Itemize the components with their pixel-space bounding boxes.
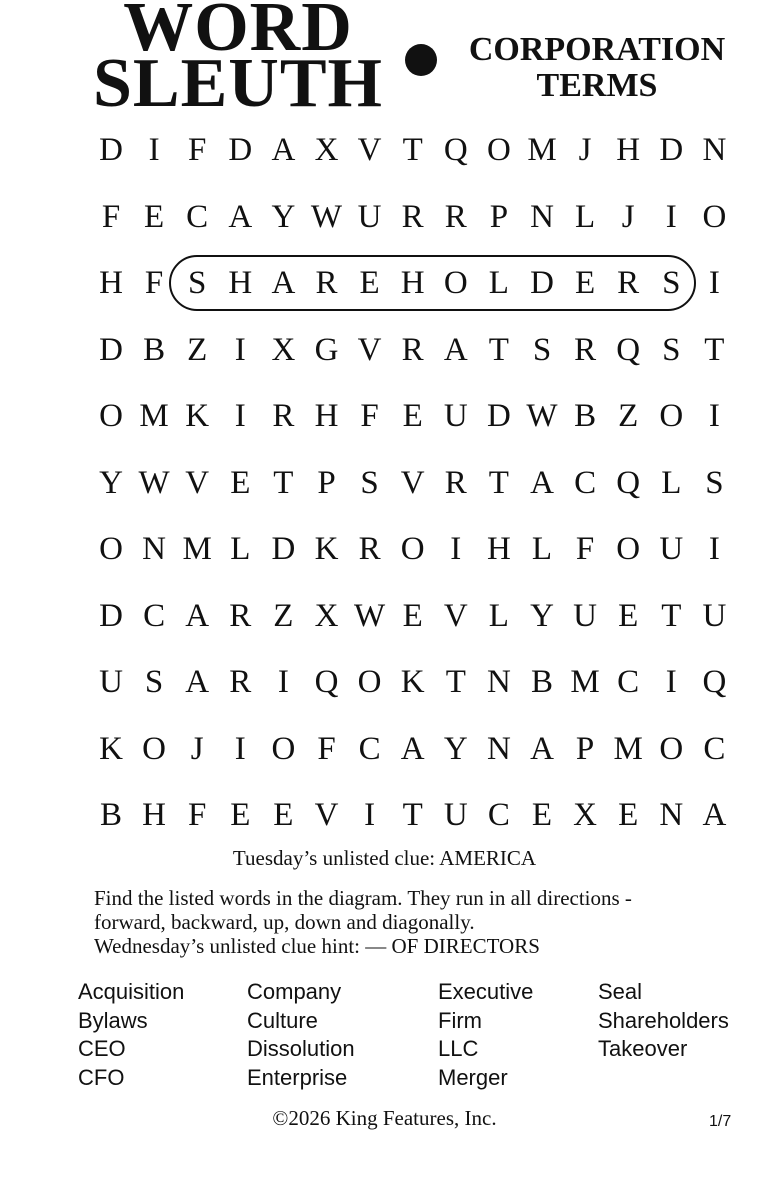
word-item: CFO — [78, 1064, 125, 1090]
grid-row — [89, 394, 729, 438]
grid-letter[interactable]: U — [573, 597, 598, 634]
grid-letter[interactable]: W — [138, 464, 170, 501]
grid-letter[interactable]: T — [704, 331, 725, 368]
grid-letter[interactable]: O — [99, 398, 123, 434]
grid-letter[interactable]: D — [486, 398, 511, 434]
grid-letter[interactable]: I — [234, 730, 246, 767]
grid-letter[interactable]: L — [531, 531, 553, 567]
grid-letter[interactable]: C — [143, 597, 166, 634]
word-item: Seal — [598, 979, 643, 1004]
grid-letter[interactable]: C — [574, 464, 597, 501]
grid-letter[interactable]: N — [530, 198, 554, 235]
word-item: Shareholders — [598, 1007, 729, 1033]
grid-letter[interactable]: K — [314, 531, 339, 567]
grid-letter[interactable]: V — [185, 464, 210, 501]
grid-letter[interactable]: E — [144, 198, 165, 235]
grid-letter[interactable]: Q — [702, 664, 727, 700]
grid-letter[interactable]: H — [314, 398, 339, 434]
grid-letter[interactable]: O — [486, 132, 511, 168]
grid-letter[interactable]: K — [185, 398, 210, 434]
grid-letter[interactable]: S — [662, 265, 681, 301]
grid-letter[interactable]: Z — [187, 331, 208, 368]
grid-letter[interactable]: E — [230, 797, 251, 833]
grid-letter[interactable]: A — [530, 730, 554, 767]
grid-row — [89, 660, 729, 704]
grid-letter[interactable]: C — [487, 797, 510, 833]
word-item: Firm — [438, 1007, 482, 1033]
grid-letter[interactable]: C — [703, 730, 726, 767]
grid-letter[interactable]: F — [144, 265, 164, 301]
grid-letter[interactable]: A — [271, 132, 296, 168]
grid-letter[interactable]: L — [488, 597, 509, 634]
grid-letter[interactable]: J — [621, 198, 635, 235]
grid-letter[interactable]: I — [450, 531, 462, 567]
grid-letter[interactable]: H — [486, 531, 511, 567]
grid-letter[interactable]: D — [228, 132, 253, 168]
word-item: Culture — [247, 1007, 318, 1033]
instructions-line-2: forward, backward, up, down and diagonally. — [94, 910, 475, 934]
grid-letter[interactable]: R — [229, 597, 252, 634]
grid-letter[interactable]: T — [445, 664, 466, 700]
grid-letter[interactable]: V — [400, 464, 425, 501]
grid-letter[interactable]: S — [662, 331, 681, 368]
grid-letter[interactable]: S — [532, 331, 552, 368]
grid-letter[interactable]: A — [228, 198, 253, 235]
grid-letter[interactable]: O — [400, 531, 425, 567]
grid-letter[interactable]: Z — [618, 398, 639, 434]
grid-letter[interactable]: Q — [616, 331, 641, 368]
word-column-3 — [438, 978, 533, 1092]
grid-letter[interactable]: R — [617, 265, 640, 301]
grid-letter[interactable]: C — [617, 664, 640, 700]
grid-letter[interactable]: Y — [530, 597, 554, 634]
grid-letter[interactable]: E — [575, 265, 596, 301]
grid-row — [89, 128, 729, 172]
grid-letter[interactable]: F — [188, 132, 207, 168]
title-word: WORD — [123, 0, 353, 66]
topic-line-1: CORPORATION — [468, 31, 726, 68]
grid-letter[interactable]: M — [527, 132, 557, 168]
copyright-notice: ©2026 King Features, Inc. — [272, 1106, 497, 1130]
grid-letter[interactable]: J — [190, 730, 204, 767]
grid-letter[interactable]: A — [271, 265, 296, 301]
grid-letter[interactable]: W — [310, 198, 343, 235]
grid-letter[interactable]: Y — [99, 464, 123, 501]
grid-letter[interactable]: P — [575, 730, 595, 767]
grid-letter[interactable]: C — [358, 730, 381, 767]
word-item: CEO — [78, 1036, 126, 1061]
grid-letter[interactable]: A — [185, 597, 210, 634]
grid-letter[interactable]: I — [665, 198, 677, 235]
grid-letter[interactable]: B — [143, 331, 166, 368]
instructions-line-3: Wednesday’s unlisted clue hint: — OF DIRECTORS — [94, 934, 540, 958]
grid-letter[interactable]: N — [659, 797, 684, 833]
grid-letter[interactable]: O — [702, 198, 727, 235]
grid-letter[interactable]: S — [144, 664, 164, 700]
grid-letter[interactable]: F — [188, 797, 207, 833]
grid-letter[interactable]: U — [702, 597, 727, 634]
grid-letter[interactable]: S — [360, 464, 379, 501]
grid-letter[interactable]: R — [574, 331, 597, 368]
word-column-1 — [78, 978, 184, 1092]
grid-letter[interactable]: G — [314, 331, 339, 368]
found-word-circle — [169, 255, 696, 311]
grid-letter[interactable]: E — [402, 398, 423, 434]
grid-letter[interactable]: A — [443, 331, 468, 368]
grid-letter[interactable]: V — [314, 797, 339, 833]
grid-letter[interactable]: A — [530, 464, 554, 501]
instructions-line-1: Find the listed words in the diagram. They run in all directions - — [94, 886, 632, 910]
grid-letter[interactable]: R — [358, 531, 381, 567]
grid-letter[interactable]: K — [99, 730, 123, 767]
grid-letter[interactable]: T — [488, 464, 509, 501]
grid-letter[interactable]: X — [271, 331, 296, 368]
grid-letter[interactable]: Q — [314, 664, 339, 700]
grid-row — [89, 727, 729, 771]
grid-letter[interactable]: L — [661, 464, 682, 501]
grid-letter[interactable]: R — [272, 398, 295, 434]
grid-letter[interactable]: N — [486, 730, 511, 767]
grid-letter[interactable]: V — [357, 331, 382, 368]
grid-letter[interactable]: O — [142, 730, 167, 767]
word-item: Acquisition — [78, 979, 185, 1004]
grid-letter[interactable]: O — [616, 531, 641, 567]
grid-letter[interactable]: P — [489, 198, 509, 235]
word-item: Enterprise — [247, 1064, 348, 1090]
grid-letter[interactable]: W — [354, 597, 386, 634]
grid-letter[interactable]: D — [530, 265, 554, 301]
grid-letter[interactable]: O — [99, 531, 123, 567]
instructions — [94, 886, 734, 958]
grid-letter[interactable]: U — [99, 664, 123, 700]
grid-letter[interactable]: U — [443, 797, 468, 833]
grid-letter[interactable]: F — [575, 531, 595, 567]
grid-letter[interactable]: U — [443, 398, 468, 434]
grid-letter[interactable]: A — [702, 797, 727, 833]
grid-letter[interactable]: R — [315, 265, 338, 301]
grid-letter[interactable]: I — [234, 398, 246, 434]
grid-letter[interactable]: I — [364, 797, 376, 833]
grid-letter[interactable]: B — [530, 664, 553, 700]
grid-letter[interactable]: U — [357, 198, 382, 235]
grid-letter[interactable]: F — [101, 198, 121, 235]
grid-letter[interactable]: I — [708, 398, 720, 434]
grid-letter[interactable]: H — [616, 132, 641, 168]
grid-row — [89, 527, 729, 571]
grid-letter[interactable]: D — [99, 331, 123, 368]
word-list — [78, 978, 758, 1098]
grid-letter[interactable]: X — [314, 132, 339, 168]
grid-letter[interactable]: N — [702, 132, 727, 168]
grid-letter[interactable]: Z — [273, 597, 294, 634]
grid-letter[interactable]: T — [488, 331, 509, 368]
word-column-2 — [247, 978, 355, 1092]
grid-letter[interactable]: F — [360, 398, 379, 434]
grid-letter[interactable]: A — [400, 730, 425, 767]
grid-letter[interactable]: M — [570, 664, 600, 700]
grid-letter[interactable]: M — [139, 398, 169, 434]
grid-letter[interactable]: H — [400, 265, 425, 301]
grid-letter[interactable]: P — [317, 464, 336, 501]
grid-letter[interactable]: V — [443, 597, 468, 634]
grid-row — [89, 461, 729, 505]
grid-letter[interactable]: D — [99, 132, 123, 168]
grid-letter[interactable]: H — [142, 797, 167, 833]
grid-letter[interactable]: T — [273, 464, 294, 501]
puzzle-title — [88, 0, 388, 122]
grid-letter[interactable]: L — [575, 198, 596, 235]
grid-letter[interactable]: R — [444, 464, 467, 501]
grid-letter[interactable]: E — [230, 464, 251, 501]
bullet-dot — [405, 44, 437, 76]
grid-letter[interactable]: T — [661, 597, 682, 634]
grid-letter[interactable]: O — [357, 664, 382, 700]
grid-letter[interactable]: R — [444, 198, 467, 235]
grid-letter[interactable]: Y — [271, 198, 296, 235]
grid-letter[interactable]: O — [659, 730, 684, 767]
grid-letter[interactable]: B — [574, 398, 597, 434]
word-item: Bylaws — [78, 1007, 148, 1033]
word-item: Dissolution — [247, 1036, 355, 1061]
grid-letter[interactable]: E — [531, 797, 553, 833]
grid-letter[interactable]: K — [400, 664, 425, 700]
grid-letter[interactable]: U — [659, 531, 684, 567]
grid-letter[interactable]: O — [659, 398, 684, 434]
grid-letter[interactable]: E — [359, 265, 380, 301]
grid-letter[interactable]: O — [271, 730, 296, 767]
grid-letter[interactable]: Q — [443, 132, 468, 168]
grid-letter[interactable]: R — [401, 198, 424, 235]
grid-letter[interactable]: X — [573, 797, 598, 833]
word-item: Executive — [438, 979, 534, 1004]
grid-letter[interactable]: F — [317, 730, 336, 767]
grid-letter[interactable]: C — [186, 198, 209, 235]
grid-letter[interactable]: O — [443, 265, 468, 301]
grid-letter[interactable]: E — [402, 597, 423, 634]
grid-letter[interactable]: L — [230, 531, 251, 567]
grid-letter[interactable]: J — [578, 132, 592, 168]
grid-letter[interactable]: H — [228, 265, 253, 301]
title-sleuth: SLEUTH — [93, 45, 383, 122]
grid-letter[interactable]: W — [526, 398, 558, 434]
grid-letter[interactable]: E — [618, 797, 639, 833]
grid-row — [89, 195, 729, 239]
grid-letter[interactable]: R — [401, 331, 424, 368]
topic-line-2: TERMS — [536, 67, 658, 104]
grid-letter[interactable]: T — [402, 797, 423, 833]
grid-letter[interactable]: I — [148, 132, 160, 168]
grid-letter[interactable]: I — [665, 664, 677, 700]
grid-letter[interactable]: D — [99, 597, 123, 634]
grid-row — [89, 328, 729, 372]
grid-letter[interactable]: A — [185, 664, 210, 700]
grid-letter[interactable]: I — [234, 331, 246, 368]
grid-letter[interactable]: I — [708, 531, 720, 567]
grid-letter[interactable]: Y — [443, 730, 468, 767]
grid-letter[interactable]: N — [142, 531, 167, 567]
grid-letter[interactable]: E — [273, 797, 294, 833]
grid-letter[interactable]: M — [613, 730, 643, 767]
grid-letter[interactable]: H — [99, 265, 123, 301]
grid-letter[interactable]: X — [314, 597, 339, 634]
grid-letter[interactable]: S — [705, 464, 724, 501]
grid-letter[interactable]: M — [182, 531, 212, 567]
grid-letter[interactable]: T — [402, 132, 423, 168]
grid-letter[interactable]: R — [229, 664, 252, 700]
grid-letter[interactable]: Q — [616, 464, 641, 501]
grid-letter[interactable]: L — [488, 265, 509, 301]
grid-letter[interactable]: D — [659, 132, 684, 168]
word-item: Takeover — [598, 1036, 688, 1061]
word-column-4 — [598, 978, 729, 1064]
grid-letter[interactable]: V — [357, 132, 382, 168]
grid-letter[interactable]: S — [188, 265, 207, 301]
grid-row — [89, 793, 729, 837]
page-number: 1/7 — [709, 1113, 732, 1130]
grid-row — [89, 594, 729, 638]
grid-letter[interactable]: I — [277, 664, 289, 700]
word-item: LLC — [438, 1036, 479, 1061]
grid-letter[interactable]: D — [271, 531, 296, 567]
puzzle-topic — [452, 32, 742, 104]
grid-letter[interactable]: B — [99, 797, 122, 833]
word-item: Company — [247, 979, 342, 1004]
grid-letter[interactable]: E — [618, 597, 639, 634]
word-item: Merger — [438, 1064, 508, 1090]
grid-letter[interactable]: I — [708, 265, 720, 301]
unlisted-clue: Tuesday’s unlisted clue: AMERICA — [232, 846, 537, 870]
grid-letter[interactable]: N — [486, 664, 511, 700]
